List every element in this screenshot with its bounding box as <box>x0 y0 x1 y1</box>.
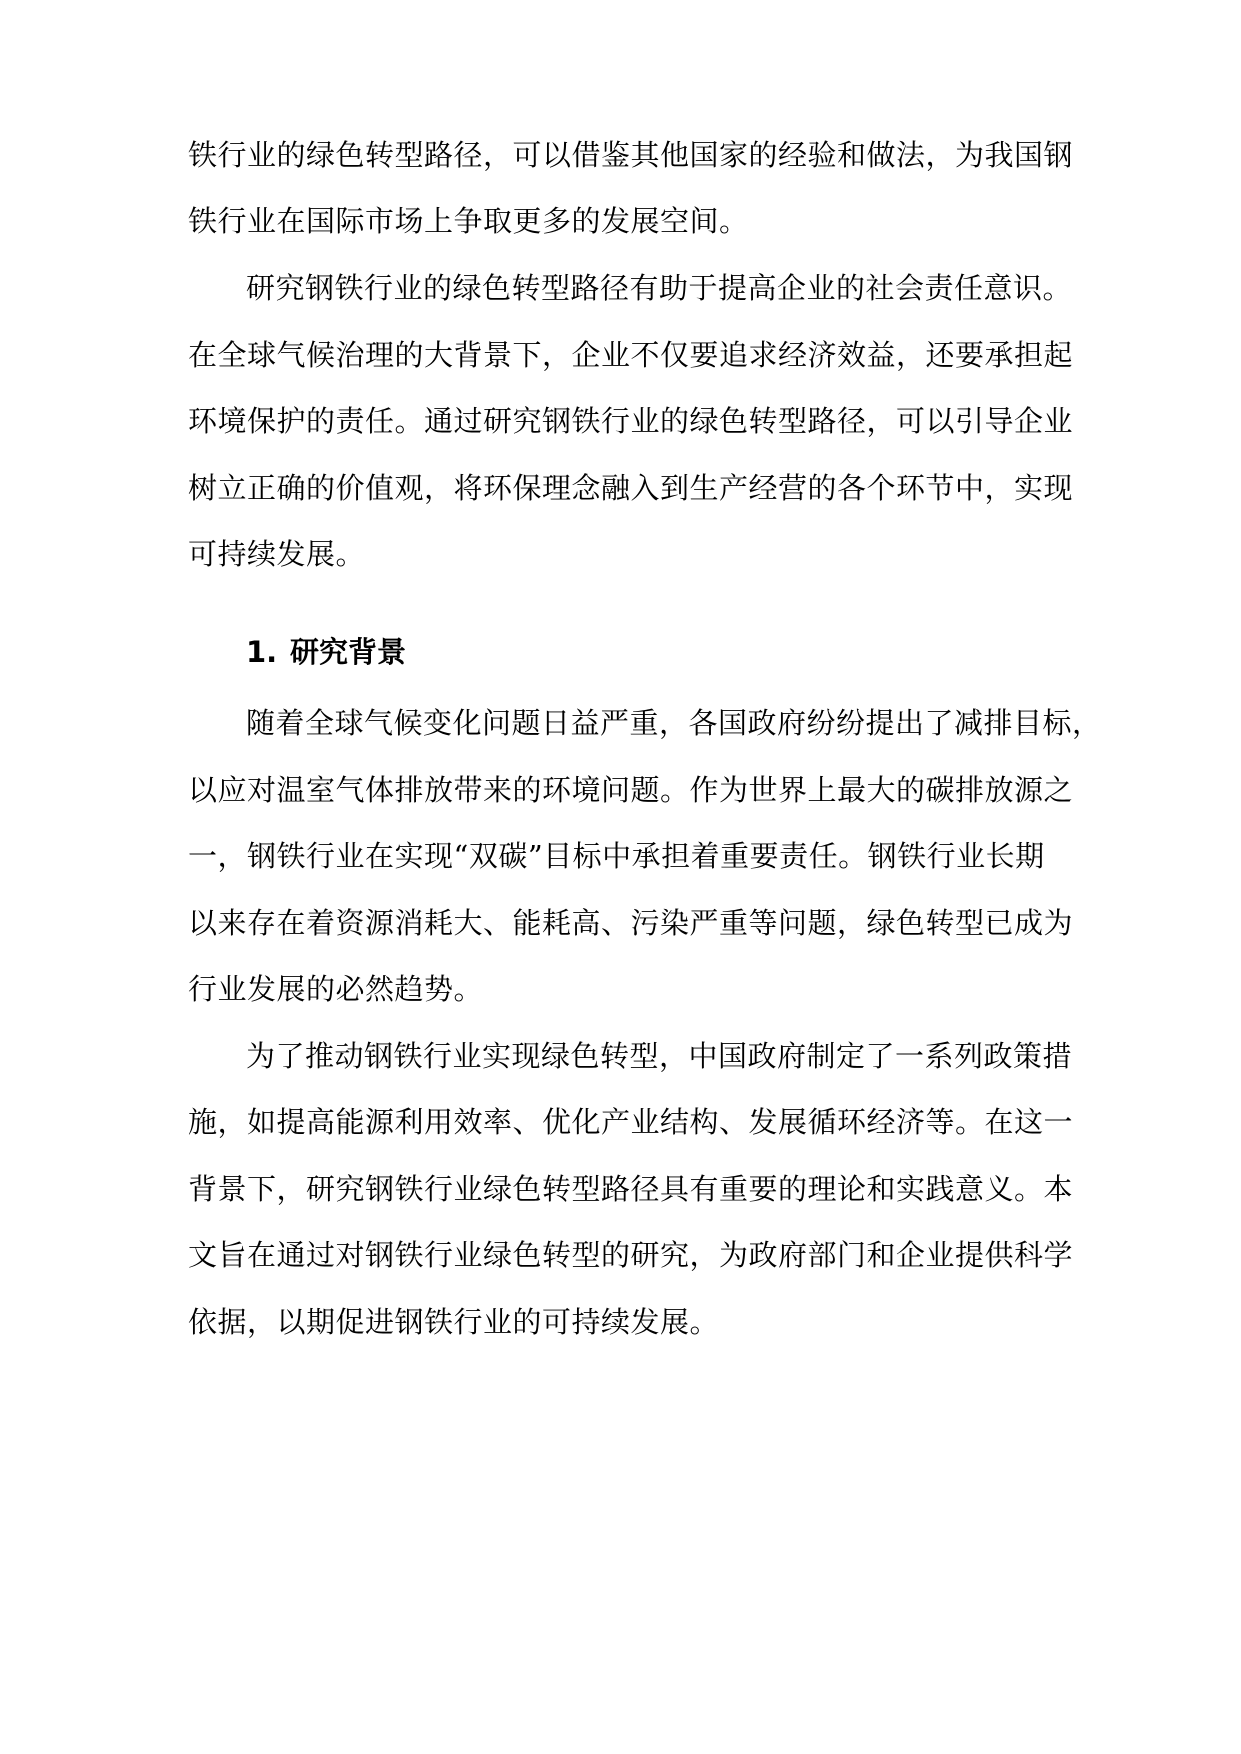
paragraph-line: 为了推动钢铁行业实现绿色转型，中国政府制定了一系列政策措 <box>246 1039 1073 1073</box>
section-title: 研究背景 <box>290 635 407 669</box>
paragraph-line: 文旨在通过对钢铁行业绿色转型的研究，为政府部门和企业提供科学 <box>188 1238 1074 1272</box>
paragraph-line: 行业发展的必然趋势。 <box>188 972 484 1006</box>
paragraph-line: 环境保护的责任。通过研究钢铁行业的绿色转型路径，可以引导企业 <box>188 404 1074 438</box>
paragraph-line: 以应对温室气体排放带来的环境问题。作为世界上最大的碳排放源之 <box>188 773 1074 807</box>
paragraph-line: 随着全球气候变化问题日益严重，各国政府纷纷提出了减排目标， <box>246 706 1102 740</box>
paragraph-line: 铁行业在国际市场上争取更多的发展空间。 <box>188 204 749 238</box>
paragraph-line: 施，如提高能源利用效率、优化产业结构、发展循环经济等。在这一 <box>188 1105 1074 1139</box>
paragraph-line: 可持续发展。 <box>188 537 366 571</box>
paragraph-line: 背景下，研究钢铁行业绿色转型路径具有重要的理论和实践意义。本 <box>188 1172 1074 1206</box>
section-heading <box>246 632 406 672</box>
section-number: 1. <box>246 635 278 669</box>
paragraph-line: 研究钢铁行业的绿色转型路径有助于提高企业的社会责任意识。 <box>246 271 1073 305</box>
paragraph-line: 以来存在着资源消耗大、能耗高、污染严重等问题，绿色转型已成为 <box>188 906 1074 940</box>
paragraph-line: 铁行业的绿色转型路径，可以借鉴其他国家的经验和做法，为我国钢 <box>188 138 1074 172</box>
paragraph-line: 在全球气候治理的大背景下，企业不仅要追求经济效益，还要承担起 <box>188 338 1074 372</box>
paragraph-line: 树立正确的价值观，将环保理念融入到生产经营的各个环节中，实现 <box>188 471 1074 505</box>
paragraph-line: 依据，以期促进钢铁行业的可持续发展。 <box>188 1305 720 1339</box>
paragraph-line: 一，钢铁行业在实现“双碳”目标中承担着重要责任。钢铁行业长期 <box>188 839 1045 873</box>
